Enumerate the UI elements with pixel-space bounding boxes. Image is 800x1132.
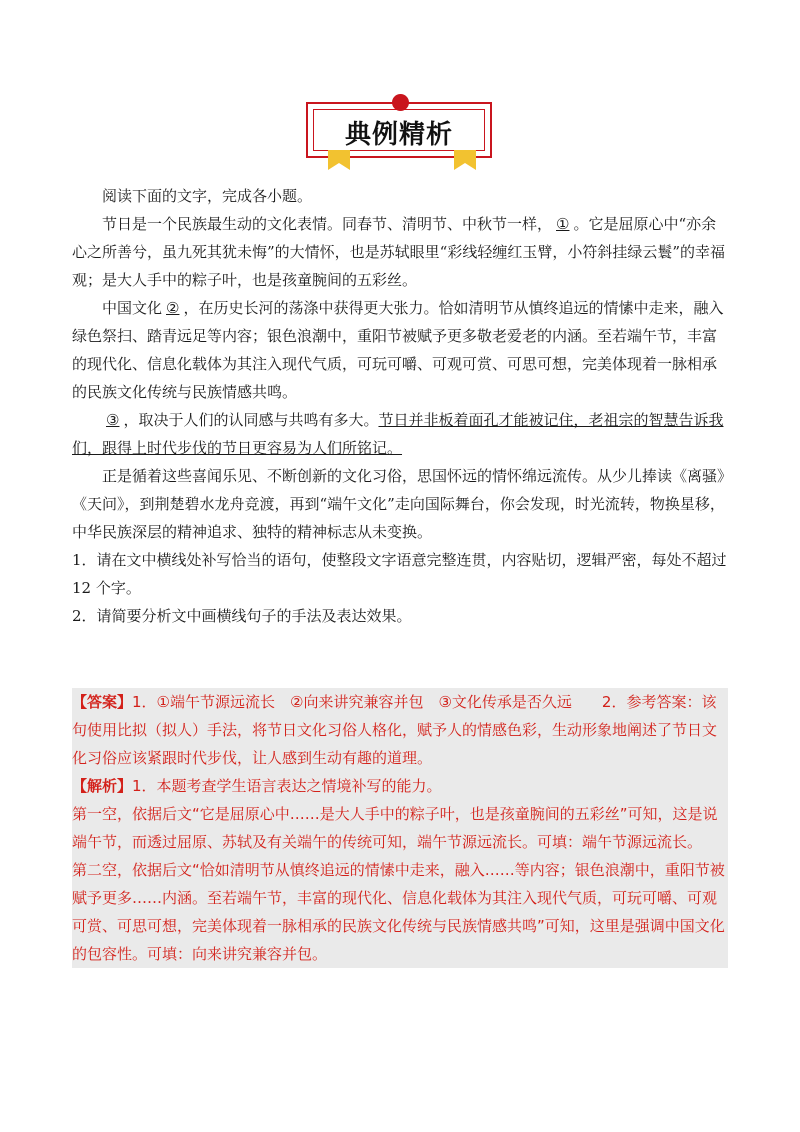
paragraph-1-start: 节日是一个民族最生动的文化表情。同春节、清明节、中秋节一样， [102, 215, 553, 233]
blank-3: ③ [106, 411, 120, 429]
passage [72, 182, 728, 630]
banner-pin-icon [392, 94, 409, 111]
analysis-paragraph-1: 第一空，依据后文“它是屈原心中……是大人手中的粽子叶，也是孩童腕间的五彩丝”可知，这是说端午节，而透过屈原、苏轼及有关端午的传统可知，端午节源远流长。可填：端午节源远流长。 [72, 805, 718, 851]
answer-paragraph [72, 688, 728, 772]
paragraph-2-rest: ，在历史长河的荡涤中获得更大张力。恰如清明节从慎终追远的情愫中走来，融入绿色祭扫、踏青远足等内容；银色浪潮中，重阳节被赋予更多敬老爱老的内涵。至若端午节，丰富的现代化、信息化载体为其注入现代气质，可玩可嚼、可观可赏、可思可想，完美体现着一脉相承的民族文化传统与民族情感共鸣。 [72, 299, 724, 401]
ribbon-left-icon [328, 150, 350, 170]
blank-2: ② [166, 299, 180, 317]
underlined-sentence: 节日并非板着面孔才能被记住，老祖宗的智慧告诉我们，跟得上时代步伐的节日更容易为人们所铭记。 [72, 411, 724, 457]
passage-paragraph-3 [72, 406, 728, 462]
banner-title: 典例精析 [344, 120, 453, 150]
analysis-line-1: 1．本题考查学生语言表达之情境补写的能力。 [132, 777, 442, 795]
analysis-heading [72, 772, 728, 800]
ribbon-right-icon [454, 150, 476, 170]
passage-paragraph-4: 正是循着这些喜闻乐见、不断创新的文化习俗，思国怀远的情怀绵远流传。从少儿捧读《离骚》《天问》，到荆楚碧水龙舟竞渡，再到“端午文化”走向国际舞台，你会发现，时光流转，物换星移，中华民族深层的精神追求、独特的精神标志从未变换。 [72, 467, 725, 541]
paragraph-2-start: 中国文化 [102, 299, 163, 317]
passage-paragraph-1 [72, 210, 728, 294]
answer-tag: 【答案】 [72, 693, 133, 711]
question-2: 2．请简要分析文中画横线句子的手法及表达效果。 [72, 607, 412, 625]
section-banner [306, 96, 494, 162]
paragraph-3-start: ，取决于人们的认同感与共鸣有多大。 [123, 411, 379, 429]
analysis-tag: 【解析】 [72, 777, 133, 795]
passage-paragraph-2 [72, 294, 728, 406]
blank-1: ① [556, 215, 570, 233]
answer-box [72, 688, 728, 968]
analysis-paragraph-2: 第二空，依据后文“恰如清明节从慎终追远的情愫中走来，融入……等内容；银色浪潮中，重阳节被赋予更多……内涵。至若端午节，丰富的现代化、信息化载体为其注入现代气质，可玩可嚼、可观可赏、可思可想，完美体现着一脉相承的民族文化传统与民族情感共鸣”可知，这里是强调中国文化的包容性。可填：向来讲究兼容并包。 [72, 861, 725, 963]
paragraph-1-rest: 。它是屈原心中“亦余心之所善兮，虽九死其犹未悔”的大情怀，也是苏轼眼里“彩线轻缠红玉臂，小符斜挂绿云鬟”的幸福观；是大人手中的粽子叶，也是孩童腕间的五彩丝。 [72, 215, 726, 289]
answer-text: 1．①端午节源远流长 ②向来讲究兼容并包 ③文化传承是否久远 2．参考答案：该句使用比拟（拟人）手法，将节日文化习俗人格化，赋予人的情感色彩，生动形象地阐述了节日文化习俗应该紧跟时代步伐，让人感到生动有趣的道理。 [72, 693, 718, 767]
question-1: 1．请在文中横线处补写恰当的语句，使整段文字语意完整连贯，内容贴切，逻辑严密，每处不超过 12 个字。 [72, 551, 727, 597]
passage-intro: 阅读下面的文字，完成各小题。 [102, 187, 313, 205]
